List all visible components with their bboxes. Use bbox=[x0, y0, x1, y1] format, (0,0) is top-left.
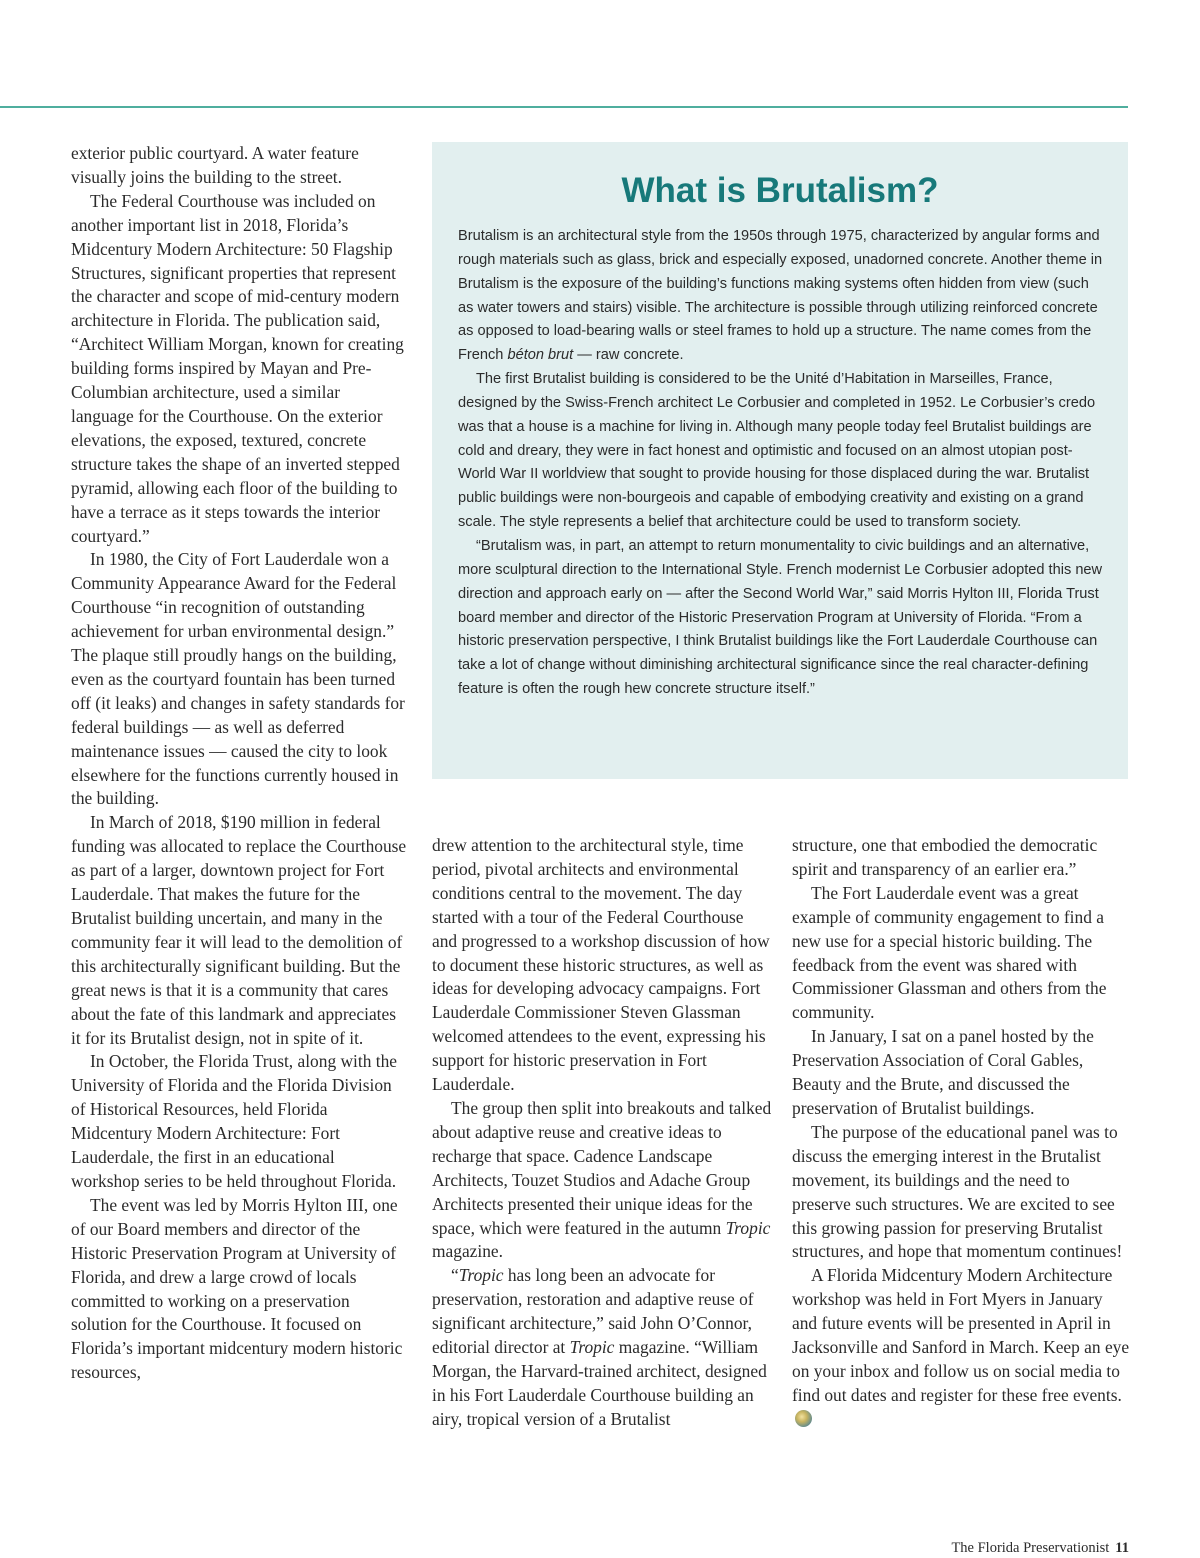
article-column-3 bbox=[792, 834, 1130, 1432]
sidebar-paragraph: The first Brutalist building is considered to be the Unité d’Habitation in Marseilles, France, designed by the Swiss-French architect Le Corbusier and completed in 1952. Le Corbusier’s credo was that a house is a machine for living in. Although many people today feel Brutalist buildings are cold and dreary, they were in fact honest and optimistic and focused on an almost utopian post-World War II worldview that sought to provide housing for those displaced during the war. Brutalist public buildings were non-bourgeois and capable of embodying creativity and existing on a grand scale. The style represents a belief that architecture could be used to transform society. bbox=[458, 371, 1096, 531]
sidebar-title: What is Brutalism? bbox=[621, 171, 939, 210]
sidebar-italic-term: béton brut bbox=[507, 347, 574, 364]
article-paragraph: drew attention to the architectural style, time period, pivotal architects and environmental conditions central to the movement. The day started with a tour of the Federal Courthouse and progressed to a workshop discussion of how to document these historic structures, as well as ideas for developing advocacy campaigns. Fort Lauderdale Commissioner Steven Glassman welcomed attendees to the event, expressing his support for historic preservation in Fort Lauderdale. bbox=[432, 835, 770, 1095]
sidebar-paragraph bbox=[458, 225, 1108, 368]
article-text: A Florida Midcentury Modern Architecture workshop was held in Fort Myers in January and future events will be presented in April in Jacksonville and Sanford in March. Keep an eye on your inbox and follow us on social media to find out dates and register for these free events. bbox=[792, 1265, 1130, 1405]
magazine-name: Tropic bbox=[458, 1265, 504, 1286]
article-paragraph: In January, I sat on a panel hosted by the Preservation Association of Coral Gables, Beauty and the Brute, and discussed the preservation of Brutalist buildings. bbox=[792, 1026, 1094, 1118]
article-paragraph: The purpose of the educational panel was to discuss the emerging interest in the Brutalist movement, its buildings and the need to preserve such structures. We are excited to see this growing passion for preserving Brutalist structures, and hope that momentum continues! bbox=[792, 1121, 1123, 1262]
article-paragraph bbox=[792, 1264, 1130, 1431]
magazine-name: Tropic bbox=[569, 1337, 615, 1358]
article-paragraph: In March of 2018, $190 million in federal funding was allocated to replace the Courthouse as part of a larger, downtown project for Fort Lauderdale. That makes the future for the Brutalist building uncertain, and many in the community fear it will lead to the demolition of this architecturally significant building. But the great news is that it is a community that cares about the fate of this landmark and appreciates it for its Brutalist design, not in spite of it. bbox=[71, 812, 407, 1048]
article-text: magazine. “William Morgan, the Harvard-trained architect, designed in his Fort Lauderdale Courthouse building an airy, tropical version of a Brutalist bbox=[432, 1337, 767, 1429]
article-text: “ bbox=[451, 1265, 459, 1286]
article-paragraph: exterior public courtyard. A water feature visually joins the building to the street. bbox=[71, 143, 359, 187]
article-paragraph: structure, one that embodied the democratic spirit and transparency of an earlier era.” bbox=[792, 835, 1098, 879]
article-paragraph: The event was led by Morris Hylton III, one of our Board members and director of the Historic Preservation Program at University of Florida, and drew a large crowd of locals committed to working on a preservation solution for the Courthouse. It focused on Florida’s important midcentury modern historic resources, bbox=[71, 1194, 403, 1383]
article-paragraph bbox=[432, 1097, 772, 1264]
article-column-2 bbox=[432, 834, 772, 1432]
header-rule bbox=[0, 106, 1128, 108]
magazine-name: Tropic bbox=[725, 1217, 771, 1238]
article-paragraph bbox=[432, 1264, 772, 1431]
end-of-article-icon bbox=[795, 1410, 812, 1427]
page-footer bbox=[951, 1540, 1129, 1557]
article-text: The group then split into breakouts and talked about adaptive reuse and creative ideas to recharge that space. Cadence Landscape Architects, Touzet Studios and Adache Group Architects presented their unique ideas for the space, which were featured in the autumn bbox=[432, 1097, 772, 1238]
article-paragraph: In 1980, the City of Fort Lauderdale won a Community Appearance Award for the Federal Courthouse “in recognition of outstanding achievement for urban environmental design.” The plaque still proudly hangs on the building, even as the courtyard fountain has been turned off (it leaks) and changes in safety standards for federal buildings — as well as deferred maintenance issues — caused the city to look elsewhere for the functions currently housed in the building. bbox=[71, 549, 405, 809]
article-text: has long been an advocate for preservation, restoration and adaptive reuse of significant architecture,” said John O’Connor, editorial director at bbox=[432, 1265, 754, 1358]
publication-name: The Florida Preservationist bbox=[951, 1540, 1110, 1556]
article-column-1 bbox=[71, 142, 407, 1385]
article-paragraph: The Federal Courthouse was included on another important list in 2018, Florida’s Midcentury Modern Architecture: 50 Flagship Structures, significant properties that represent the character and scope of mid-century modern architecture in Florida. The publication said, “Architect William Morgan, known for creating building forms inspired by Mayan and Pre-Columbian architecture, used a similar language for the Courthouse. On the exterior elevations, the exposed, textured, concrete structure takes the shape of an inverted stepped pyramid, allowing each floor of the building to have a terrace as it steps towards the interior courtyard.” bbox=[71, 190, 404, 546]
page-number: 11 bbox=[1115, 1540, 1129, 1556]
sidebar-text: Brutalism is an architectural style from the 1950s through 1975, characterized by angular forms and rough materials such as glass, brick and especially exposed, unadorned concrete. Another theme in Brutalism is the exposure of the building’s functions making systems often hidden from view (such as water towers and stairs) visible. The architecture is possible through utilizing reinforced concrete as opposed to load-bearing walls or steel frames to hold up a structure. The name comes from the French bbox=[458, 228, 1103, 364]
article-paragraph: In October, the Florida Trust, along with the University of Florida and the Florida Division of Historical Resources, held Florida Midcentury Modern Architecture: Fort Lauderdale, the first in an educational workshop series to be held throughout Florida. bbox=[71, 1051, 397, 1191]
sidebar-text: — raw concrete. bbox=[573, 347, 684, 364]
sidebar-paragraph: “Brutalism was, in part, an attempt to return monumentality to civic buildings and an alternative, more sculptural direction to the International Style. French modernist Le Corbusier adopted this new direction and approach early on — after the Second World War,” said Morris Hylton III, Florida Trust board member and director of the Historic Preservation Program at University of Florida. “From a historic preservation perspective, I think Brutalist buildings like the Fort Lauderdale Courthouse can take a lot of change without diminishing architectural significance since the real character-defining feature is often the rough hew concrete structure itself.” bbox=[458, 537, 1103, 698]
brutalism-sidebar bbox=[432, 142, 1128, 779]
sidebar-body bbox=[458, 225, 1108, 702]
article-paragraph: The Fort Lauderdale event was a great example of community engagement to find a new use for a special historic building. The feedback from the event was shared with Commissioner Glassman and others from the community. bbox=[792, 882, 1107, 1023]
article-text: magazine. bbox=[432, 1241, 503, 1262]
